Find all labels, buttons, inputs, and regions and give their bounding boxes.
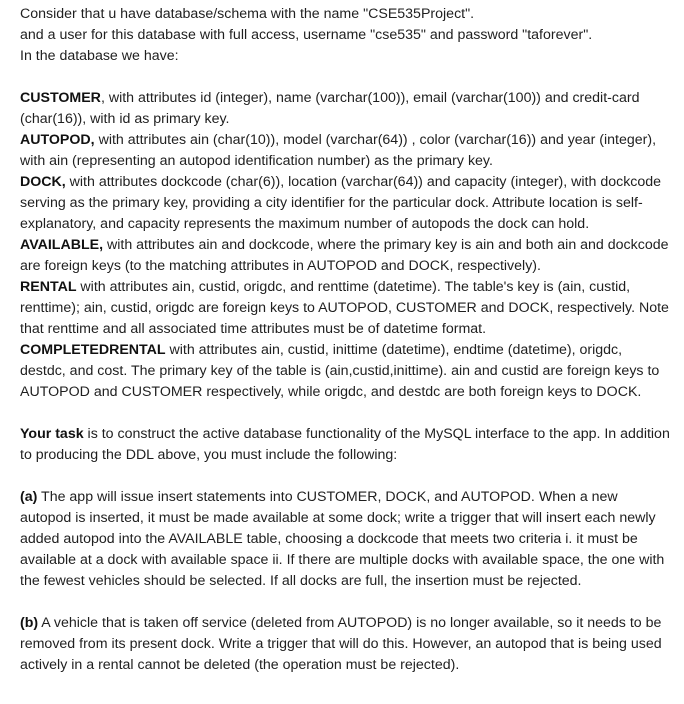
part-b-label: (b) bbox=[20, 615, 39, 631]
rental-table-name: RENTAL bbox=[20, 279, 77, 295]
spacer bbox=[20, 67, 670, 88]
dock-table-paragraph bbox=[20, 172, 670, 235]
part-a-paragraph bbox=[20, 487, 670, 592]
autopod-table-name: AUTOPOD, bbox=[20, 132, 95, 148]
task-description: is to construct the active database functionality of the MySQL interface to the app. In addition to producing the DDL above, you must include the following: bbox=[20, 426, 670, 463]
autopod-table-paragraph bbox=[20, 130, 670, 172]
spacer bbox=[20, 592, 670, 613]
part-a-description: The app will issue insert statements into CUSTOMER, DOCK, and AUTOPOD. When a new autopod is inserted, it must be made available at some dock; write a trigger that will insert each newly added autopod into the AVAILABLE table, choosing a dockcode that meets two criteria i. it must be available at a dock with available space ii. If there are multiple docks with available space, the one with the fewest vehicles should be selected. If all docks are full, the insertion must be rejected. bbox=[20, 489, 665, 589]
part-a-label: (a) bbox=[20, 489, 38, 505]
dock-table-name: DOCK, bbox=[20, 174, 66, 190]
available-table-description: with attributes ain and dockcode, where the primary key is ain and both ain and dockcode are foreign keys (to the matching attributes in AUTOPOD and DOCK, respectively). bbox=[20, 237, 669, 274]
task-label: Your task bbox=[20, 426, 84, 442]
dock-table-description: with attributes dockcode (char(6)), location (varchar(64)) and capacity (integer), with dockcode serving as the primary key, providing a city identifier for the particular dock. Attribute location is self-explanatory, and capacity represents the maximum number of autopods the dock can hold. bbox=[20, 174, 662, 232]
rental-table-description: with attributes ain, custid, origdc, and renttime (datetime). The table's key is (ain, custid, renttime); ain, custid, origdc are foreign keys to AUTOPOD, CUSTOMER and DOCK, respectively. Note that renttime and all associated time attributes must be of datetime format. bbox=[20, 279, 669, 337]
intro-user-line: and a user for this database with full access, username "cse535" and password "taforever". bbox=[20, 27, 593, 43]
autopod-table-description: with attributes ain (char(10)), model (varchar(64)) , color (varchar(16)) and year (integer), with ain (representing an autopod identification number) as the primary key. bbox=[20, 132, 657, 169]
task-paragraph bbox=[20, 424, 670, 466]
customer-table-name: CUSTOMER bbox=[20, 90, 101, 106]
completedrental-table-description: with attributes ain, custid, inittime (datetime), endtime (datetime), origdc, destdc, and cost. The primary key of the table is (ain,custid,inittime). ain and custid are foreign keys to AUTOPOD and CUSTOMER respectively, while origdc, and destdc are both foreign keys to DOCK. bbox=[20, 342, 660, 400]
intro-database-line: In the database we have: bbox=[20, 48, 179, 64]
available-table-name: AVAILABLE, bbox=[20, 237, 104, 253]
completedrental-table-paragraph bbox=[20, 340, 670, 403]
completedrental-table-name: COMPLETEDRENTAL bbox=[20, 342, 166, 358]
spacer bbox=[20, 466, 670, 487]
customer-table-paragraph bbox=[20, 88, 670, 130]
part-b-description: A vehicle that is taken off service (deleted from AUTOPOD) is no longer available, so it needs to be removed from its present dock. Write a trigger that will do this. However, an autopod that is being used actively in a rental cannot be deleted (the operation must be rejected). bbox=[20, 615, 662, 673]
spacer bbox=[20, 403, 670, 424]
part-b-paragraph bbox=[20, 613, 670, 676]
customer-table-description: , with attributes id (integer), name (varchar(100)), email (varchar(100)) and credit-card (char(16)), with id as primary key. bbox=[20, 90, 640, 127]
available-table-paragraph bbox=[20, 235, 670, 277]
intro-schema-line: Consider that u have database/schema with the name "CSE535Project". bbox=[20, 6, 475, 22]
rental-table-paragraph bbox=[20, 277, 670, 340]
